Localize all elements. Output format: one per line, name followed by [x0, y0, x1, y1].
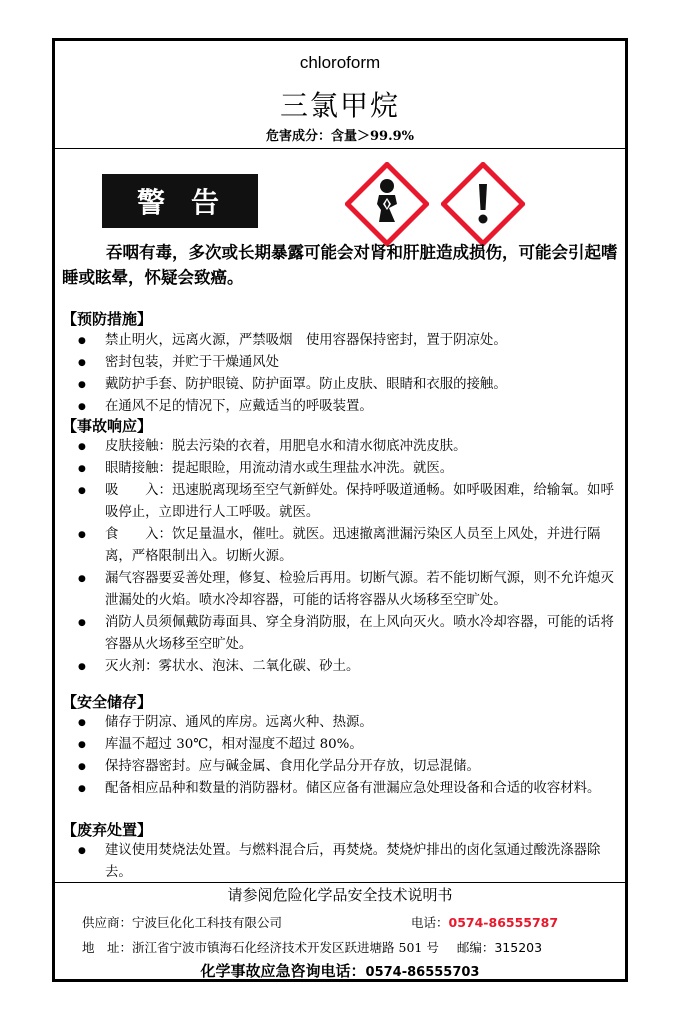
hazard-component: 危害成分：含量＞99.9% [265, 129, 414, 144]
section-title-prevention: 【预防措施】 [62, 310, 153, 328]
emergency-label: 化学事故应急咨询电话： [200, 962, 366, 980]
section-title-disposal: 【废弃处置】 [62, 821, 153, 839]
prevention-list [78, 330, 626, 418]
health-hazard-icon [345, 162, 429, 246]
postcode-value: 315203 [494, 940, 543, 955]
list-item: ● 建议使用焚烧法处置。与燃料混合后，再焚烧。焚烧炉排出的卤化氢通过酸洗涤器除去。 [78, 840, 626, 884]
section-title-storage: 【安全储存】 [62, 693, 153, 711]
list-item: ● 食 入：饮足量温水，催吐。就医。迅速撤离泄漏污染区人员至上风处，并进行隔离，严格限制出入。切断火源。 [78, 524, 626, 568]
english-name: chloroform [299, 53, 381, 72]
emergency-line [52, 960, 628, 981]
list-item: ● 禁止明火，远离火源，严禁吸烟 使用容器保持密封，置于阴凉处。 [78, 330, 626, 352]
postcode-label: 邮编： [456, 940, 495, 955]
list-item: ● 配备相应品种和数量的消防器材。储区应备有泄漏应急处理设备和合适的收容材料。 [78, 778, 626, 800]
header-divider [52, 148, 628, 149]
list-item: ● 戴防护手套、防护眼镜、防护面罩。防止皮肤、眼睛和衣服的接触。 [78, 374, 626, 396]
exclamation-mark-icon [441, 162, 525, 246]
supplier-label: 供应商： [82, 915, 133, 930]
list-item: ● 眼睛接触：提起眼睑，用流动清水或生理盐水冲洗。就医。 [78, 458, 626, 480]
list-item: ● 吸 入：迅速脱离现场至空气新鲜处。保持呼吸道通畅。如呼吸困难，给输氧。如呼吸停止，立即进行人工呼吸。就医。 [78, 480, 626, 524]
response-list [78, 436, 626, 678]
list-item: ● 漏气容器要妥善处理，修复、检验后再用。切断气源。若不能切断气源，则不允许熄灭泄漏处的火焰。喷水冷却容器，可能的话将容器从火场移至空旷处。 [78, 568, 626, 612]
list-item: ● 储存于阴凉、通风的库房。远离火种、热源。 [78, 712, 626, 734]
phone-line [411, 913, 558, 931]
disposal-list [78, 840, 626, 884]
chinese-name: 三氯甲烷 [279, 89, 400, 122]
footer-divider [52, 882, 628, 883]
list-item: ● 皮肤接触：脱去污染的衣着，用肥皂水和清水彻底冲洗皮肤。 [78, 436, 626, 458]
list-item: ● 保持容器密封。应与碱金属、食用化学品分开存放，切忌混储。 [78, 756, 626, 778]
list-item: ● 在通风不足的情况下，应戴适当的呼吸装置。 [78, 396, 626, 418]
list-item: ● 灭火剂：雾状水、泡沫、二氧化碳、砂土。 [78, 656, 626, 678]
signal-word-box: 警告 [102, 174, 258, 228]
hazard-statement: 吞咽有毒，多次或长期暴露可能会对肾和肝脏造成损伤，可能会引起嗜睡或眩晕，怀疑会致癌。 [62, 243, 618, 287]
list-item: ● 密封包装，并贮于干燥通风处 [78, 352, 626, 374]
emergency-phone: 0574-86555703 [365, 965, 480, 980]
phone-number: 0574-86555787 [448, 915, 559, 930]
address-label: 地 址： [82, 940, 133, 955]
supplier-line [82, 913, 282, 931]
storage-list [78, 712, 626, 800]
list-item: ● 消防人员须佩戴防毒面具、穿全身消防服，在上风向灭火。喷水冷却容器，可能的话将容器从火场移至空旷处。 [78, 612, 626, 656]
list-item: ● 库温不超过 30℃，相对湿度不超过 80%。 [78, 734, 626, 756]
supplier-name: 宁波巨化化工科技有限公司 [132, 915, 283, 930]
section-title-response: 【事故响应】 [62, 417, 153, 435]
address-value: 浙江省宁波市镇海石化经济技术开发区跃进塘路 501 号 [132, 940, 439, 955]
phone-label: 电话： [411, 915, 449, 930]
msds-reference: 请参阅危险化学品安全技术说明书 [227, 886, 453, 904]
address-line [82, 938, 542, 956]
